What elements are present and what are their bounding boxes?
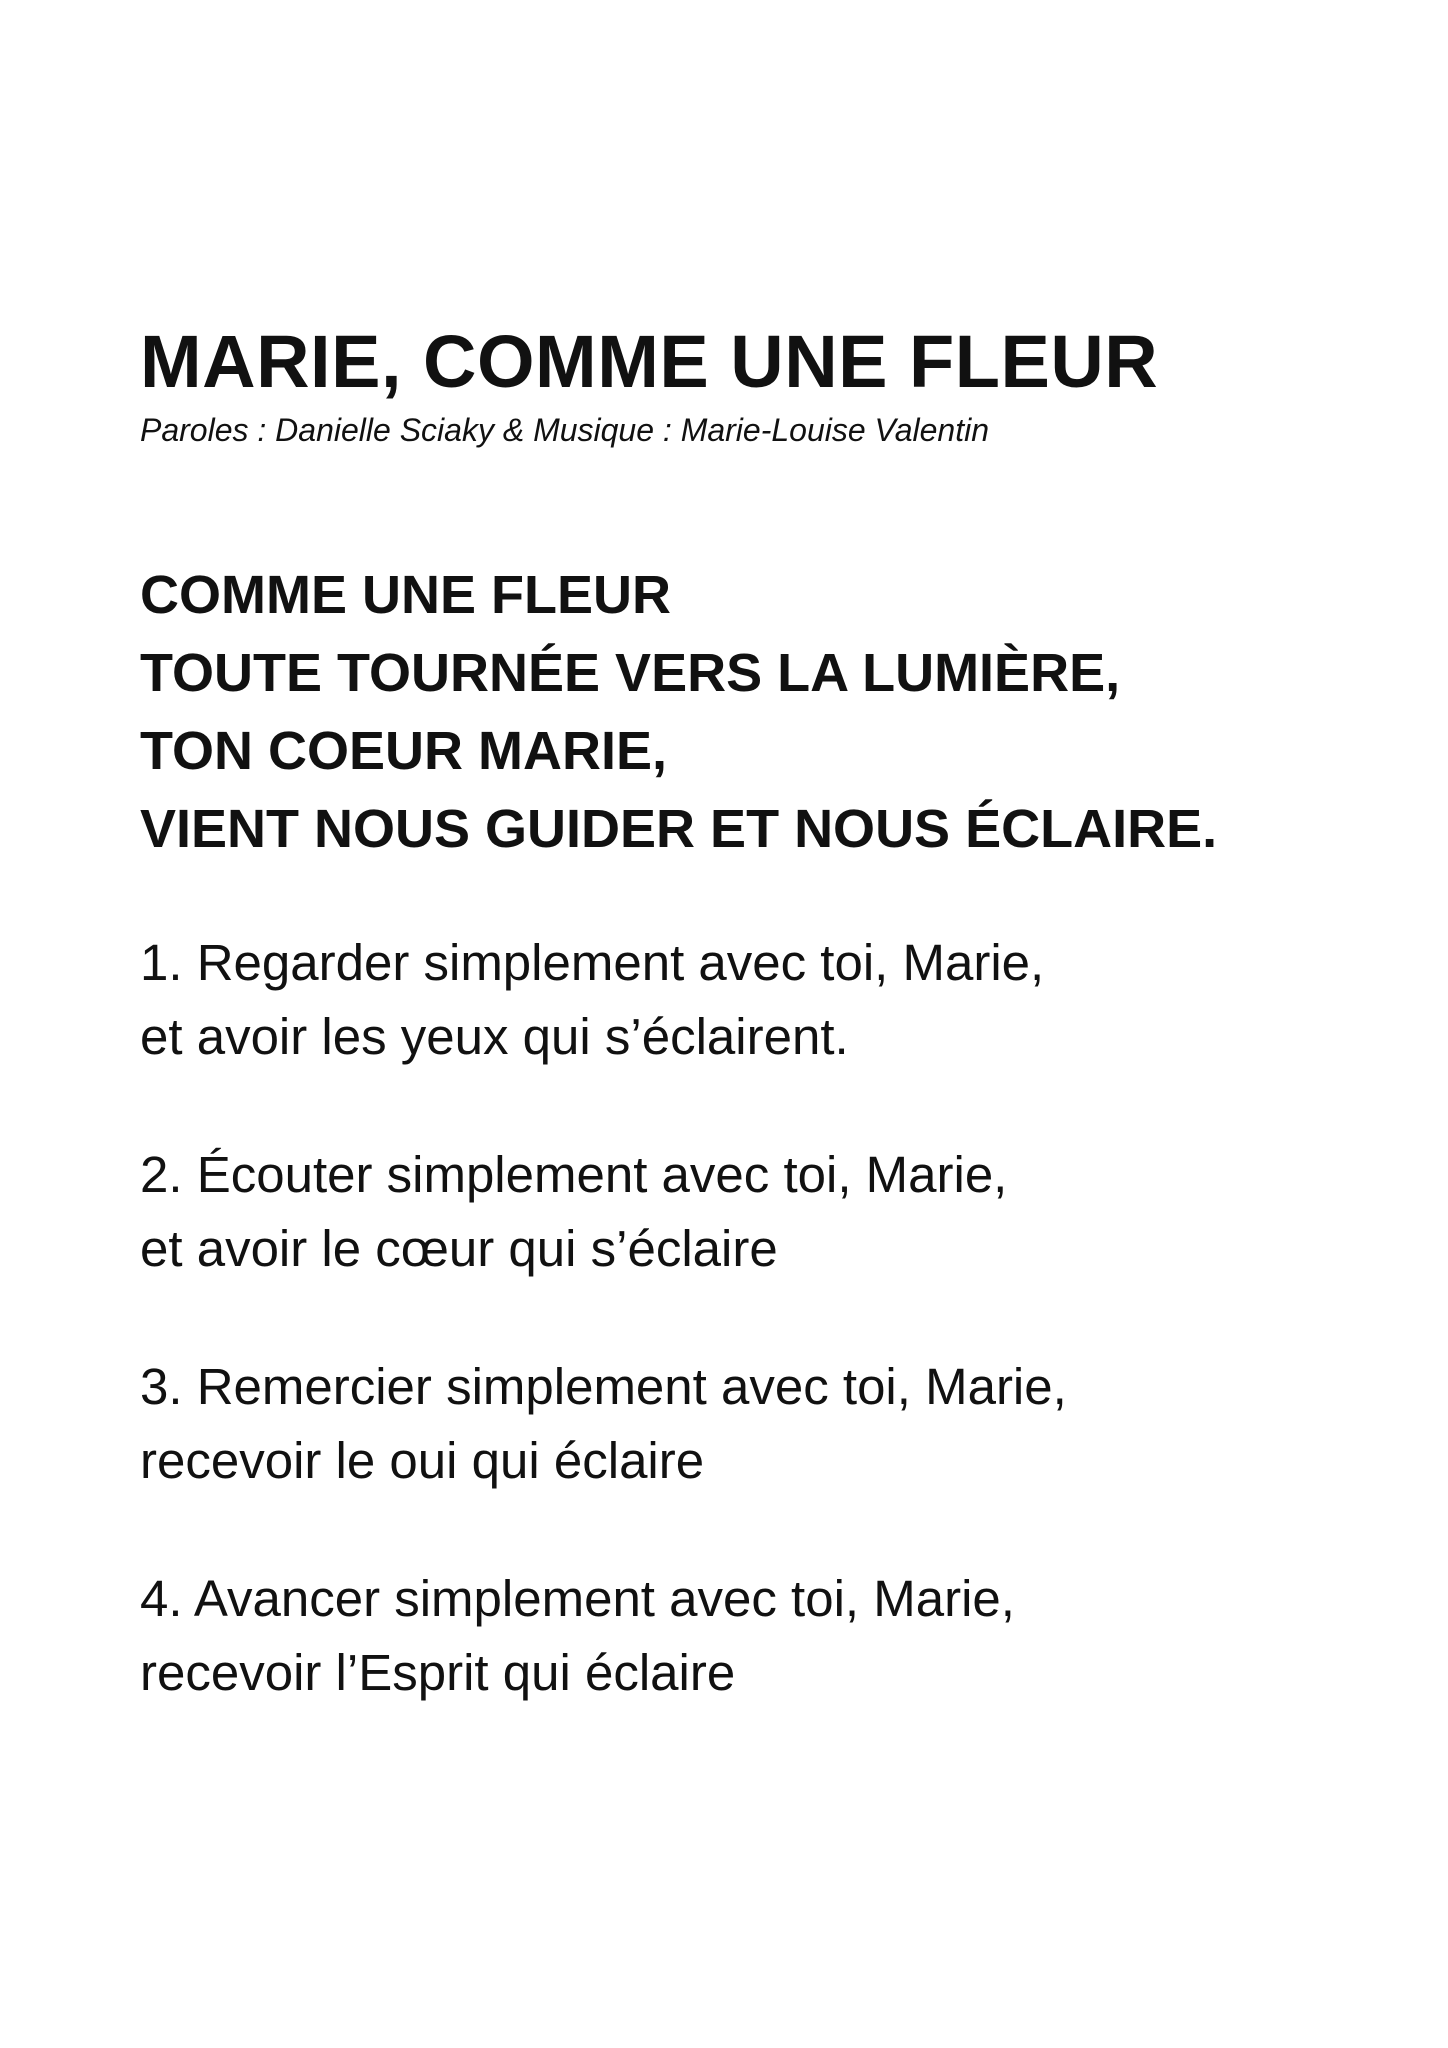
verse-4 [140,1562,1340,1710]
chorus-line: VIENT NOUS GUIDER ET NOUS ÉCLAIRE. [140,799,1218,859]
song-credits: Paroles : Danielle Sciaky & Musique : Marie-Louise Valentin [140,412,989,448]
chorus-line: TON COEUR MARIE, [140,721,668,781]
verse-line: 3. Remercier simplement avec toi, Marie, [140,1358,1067,1415]
chorus-line: TOUTE TOURNÉE VERS LA LUMIÈRE, [140,643,1121,703]
verse-line: 4. Avancer simplement avec toi, Marie, [140,1570,1015,1627]
song-title: MARIE, COMME UNE FLEUR [140,320,1159,403]
verse-line: 1. Regarder simplement avec toi, Marie, [140,934,1045,991]
verse-2 [140,1138,1340,1286]
verse-1 [140,926,1340,1074]
verse-line: et avoir le cœur qui s’éclaire [140,1220,778,1277]
song-sheet [140,318,1340,1774]
chorus [140,556,1340,868]
verse-line: 2. Écouter simplement avec toi, Marie, [140,1146,1008,1203]
verse-line: recevoir l’Esprit qui éclaire [140,1644,736,1701]
verse-3 [140,1350,1340,1498]
verses [140,926,1340,1710]
chorus-line: COMME UNE FLEUR [140,565,671,625]
verse-line: et avoir les yeux qui s’éclairent. [140,1008,849,1065]
verse-line: recevoir le oui qui éclaire [140,1432,705,1489]
